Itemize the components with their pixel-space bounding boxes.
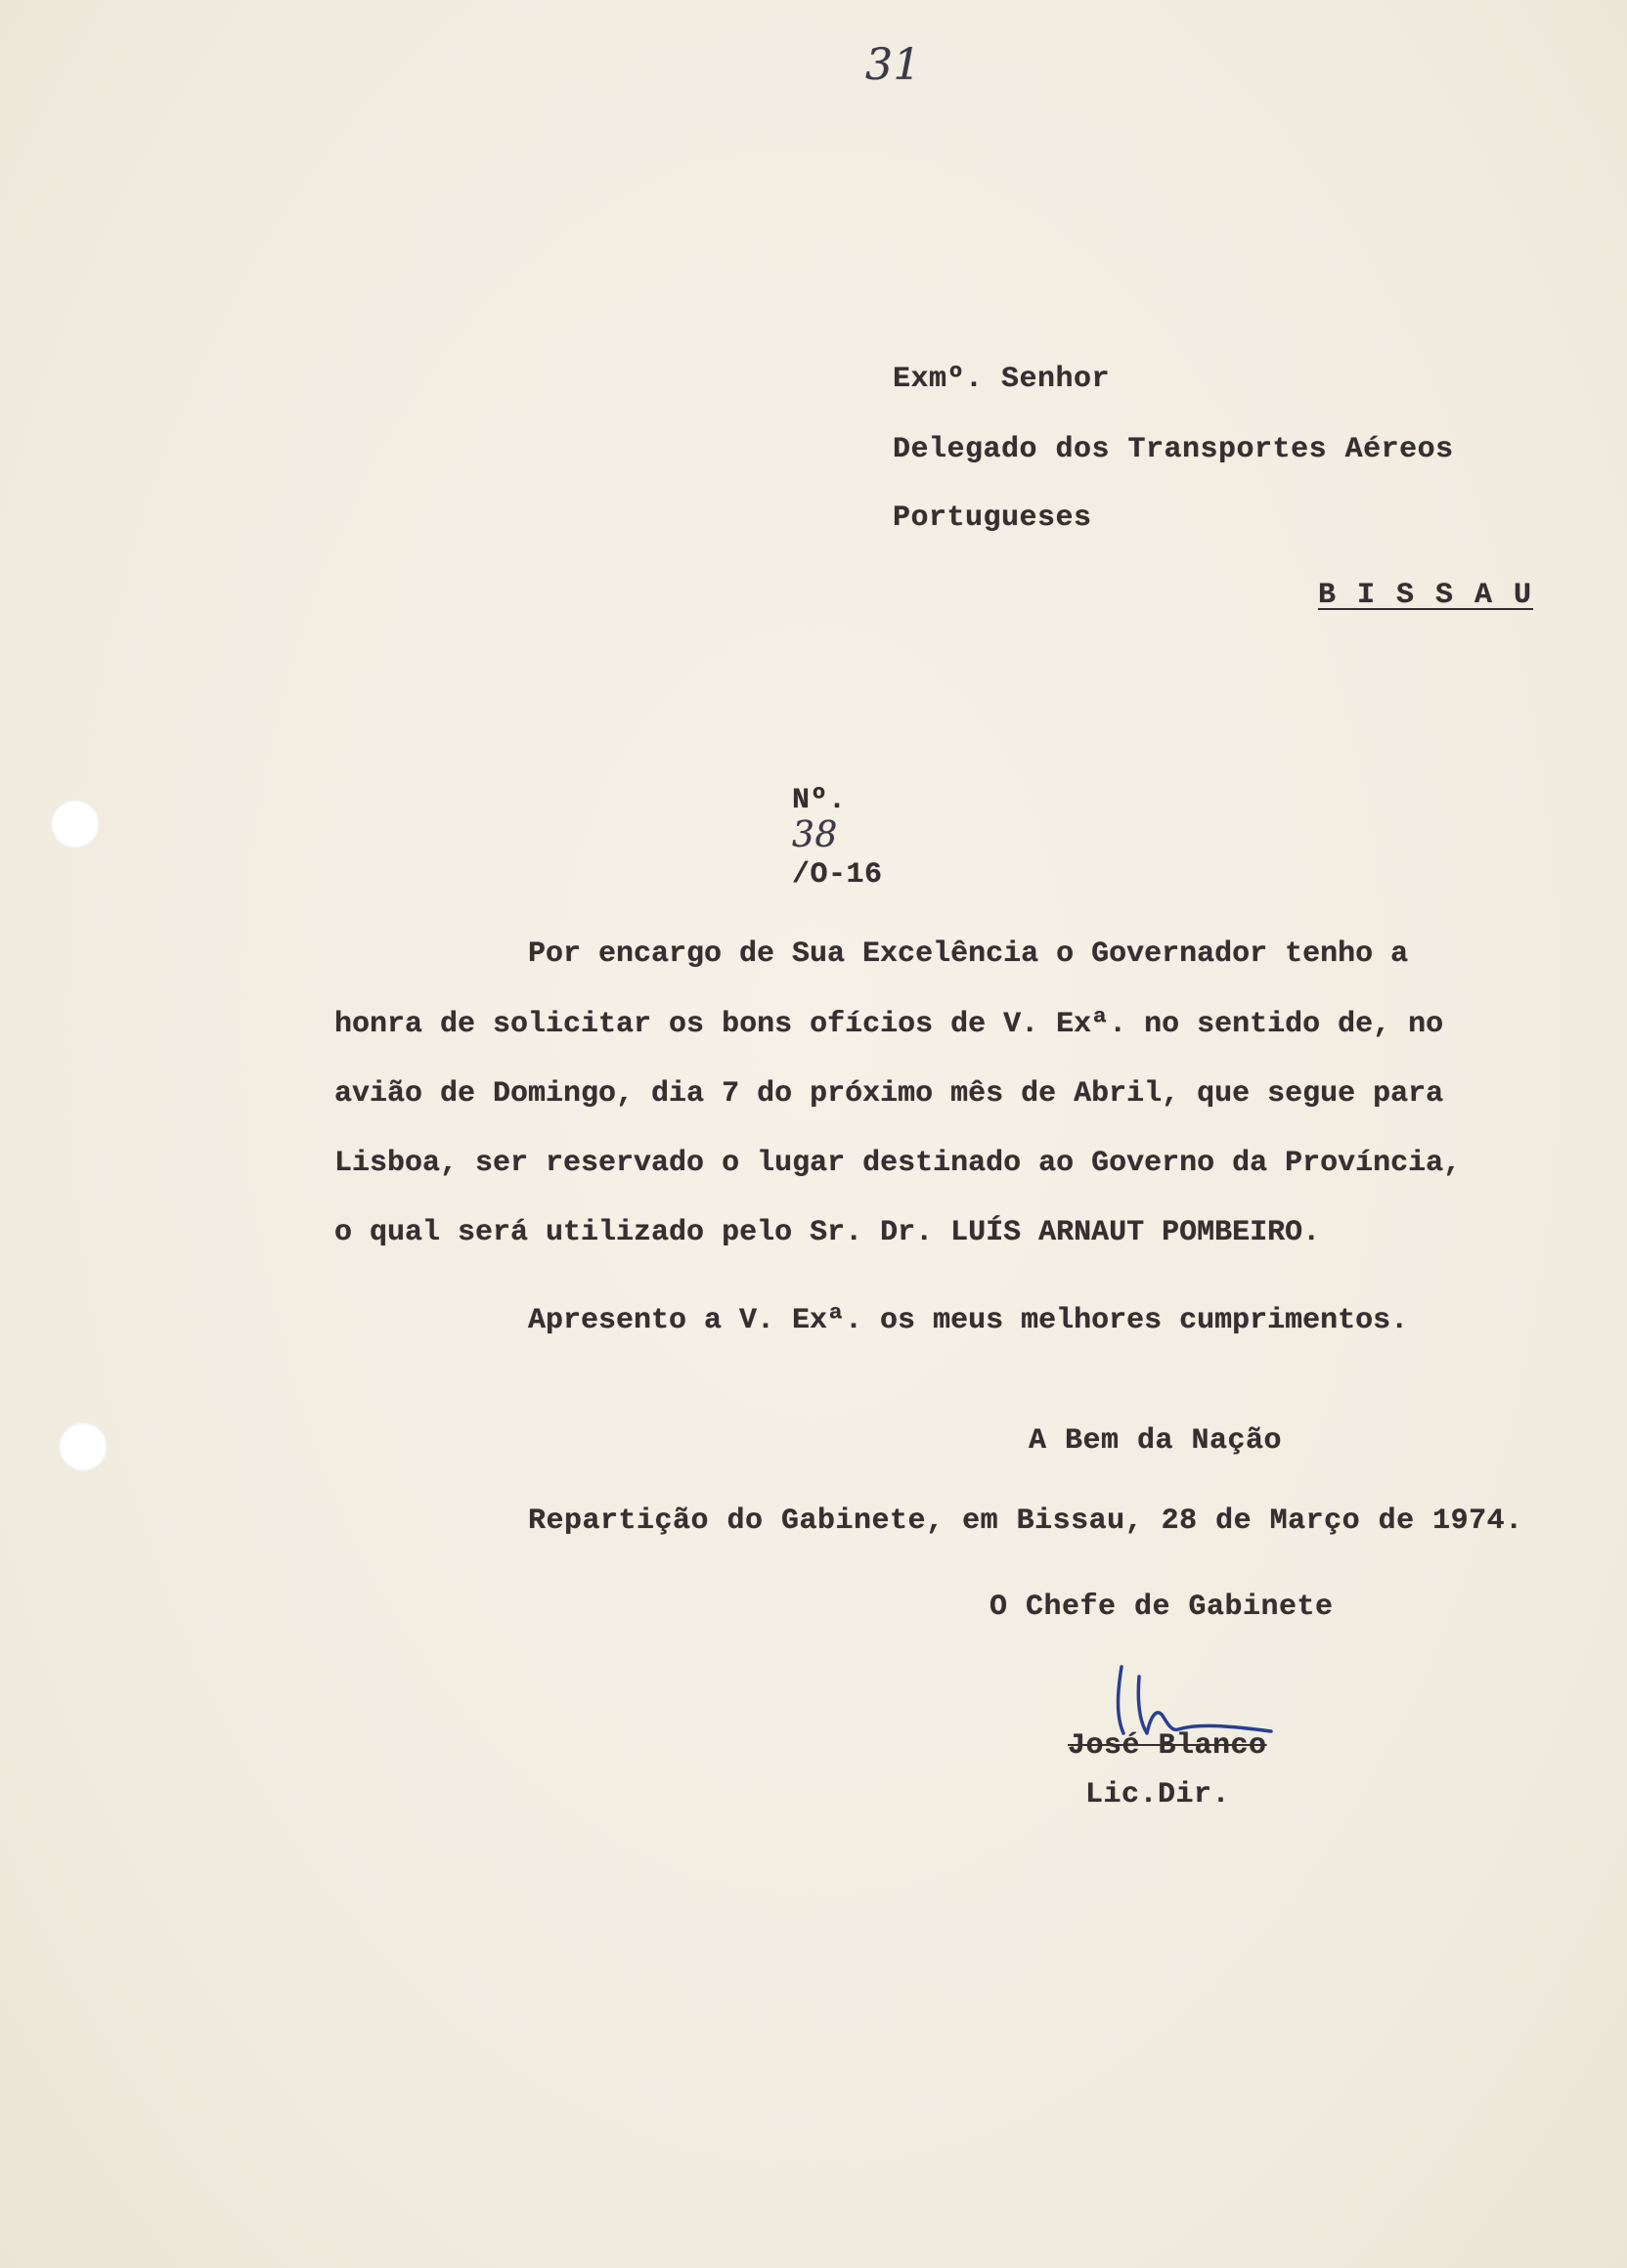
punch-hole-bottom xyxy=(59,1422,108,1471)
reference-handwritten-number: 38 xyxy=(792,815,838,855)
body-paragraph-2: Apresento a V. Exª. os meus melhores cumprimentos. xyxy=(528,1304,1409,1337)
reference-suffix: /O-16 xyxy=(792,858,883,892)
closing-role: O Chefe de Gabinete xyxy=(989,1591,1334,1624)
closing-motto: A Bem da Nação xyxy=(1029,1424,1283,1458)
folio-number: 31 xyxy=(865,40,921,90)
body-line-5: o qual será utilizado pelo Sr. Dr. LUÍS ARNAUT POMBEIRO. xyxy=(334,1216,1321,1249)
addressee-title-line1: Delegado dos Transportes Aéreos xyxy=(893,433,1454,466)
addressee-title-line2: Portugueses xyxy=(893,502,1092,535)
addressee-city: B I S S A U xyxy=(1318,579,1534,612)
body-line-2: honra de solicitar os bons ofícios de V. Exª. no sentido de, no xyxy=(334,1008,1444,1041)
body-line-1: Por encargo de Sua Excelência o Governador tenho a xyxy=(528,938,1409,971)
addressee-salutation: Exmº. Senhor xyxy=(893,363,1111,396)
closing-designation: Lic.Dir. xyxy=(1085,1778,1231,1811)
reference-prefix: Nº. xyxy=(792,784,847,817)
closing-name-struck: José Blanco xyxy=(1068,1729,1267,1763)
closing-place-date: Repartição do Gabinete, em Bissau, 28 de Março de 1974. xyxy=(528,1505,1523,1538)
punch-hole-top xyxy=(51,800,100,849)
reference-number xyxy=(720,748,883,928)
body-line-3: avião de Domingo, dia 7 do próximo mês de Abril, que segue para xyxy=(334,1077,1444,1111)
body-line-4: Lisboa, ser reservado o lugar destinado ao Governo da Província, xyxy=(334,1147,1462,1180)
